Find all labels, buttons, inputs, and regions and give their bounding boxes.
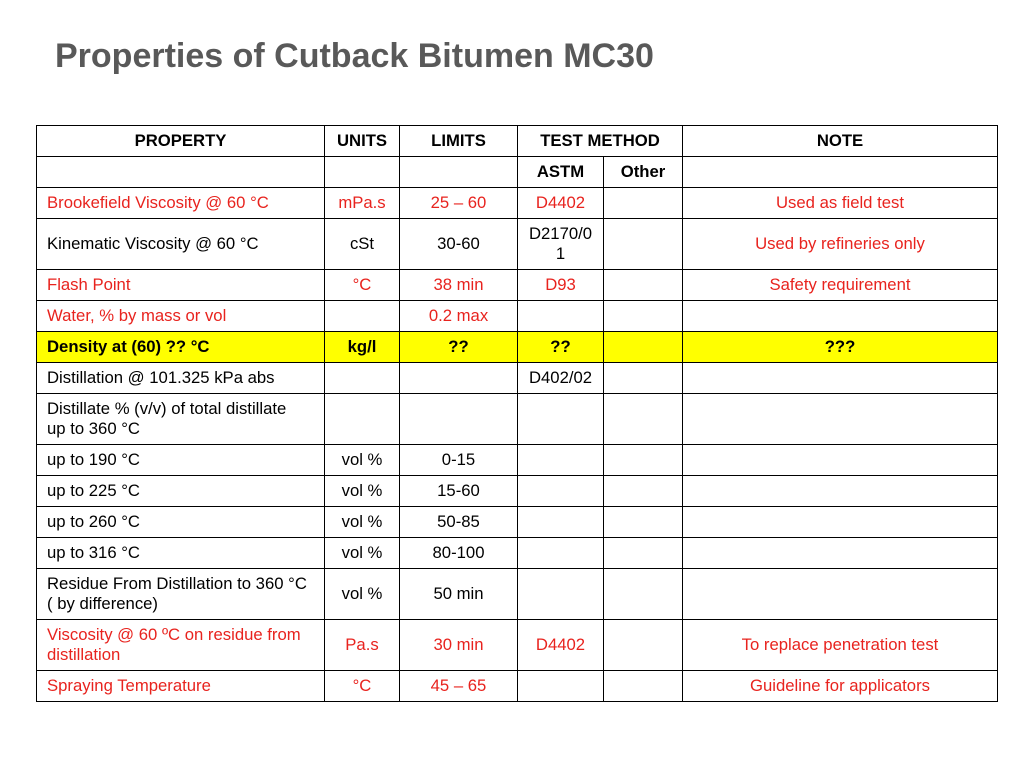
astm-cell bbox=[518, 476, 604, 507]
properties-table bbox=[36, 125, 998, 702]
property-cell: Flash Point bbox=[37, 270, 325, 301]
note-cell bbox=[683, 394, 998, 445]
table-row-distillate-260 bbox=[37, 507, 998, 538]
table-row-brookefield-viscosity bbox=[37, 188, 998, 219]
other-cell bbox=[604, 394, 683, 445]
astm-cell bbox=[518, 538, 604, 569]
other-cell bbox=[604, 219, 683, 270]
subheader-note-empty bbox=[683, 157, 998, 188]
note-cell bbox=[683, 445, 998, 476]
units-cell: kg/l bbox=[325, 332, 400, 363]
astm-cell bbox=[518, 569, 604, 620]
header-property: PROPERTY bbox=[37, 126, 325, 157]
units-cell: °C bbox=[325, 671, 400, 702]
subheader-limits-empty bbox=[400, 157, 518, 188]
units-cell: vol % bbox=[325, 569, 400, 620]
other-cell bbox=[604, 332, 683, 363]
astm-cell bbox=[518, 507, 604, 538]
units-cell bbox=[325, 301, 400, 332]
header-astm: ASTM bbox=[518, 157, 604, 188]
other-cell bbox=[604, 620, 683, 671]
table-row-distillation bbox=[37, 363, 998, 394]
property-cell: up to 225 °C bbox=[37, 476, 325, 507]
note-cell bbox=[683, 363, 998, 394]
other-cell bbox=[604, 445, 683, 476]
subheader-row bbox=[37, 157, 998, 188]
other-cell bbox=[604, 301, 683, 332]
units-cell bbox=[325, 394, 400, 445]
header-limits: LIMITS bbox=[400, 126, 518, 157]
subheader-property-empty bbox=[37, 157, 325, 188]
table-row-residue-viscosity bbox=[37, 620, 998, 671]
limits-cell: 25 – 60 bbox=[400, 188, 518, 219]
note-cell: Guideline for applicators bbox=[683, 671, 998, 702]
other-cell bbox=[604, 569, 683, 620]
table-row-residue bbox=[37, 569, 998, 620]
limits-cell: 80-100 bbox=[400, 538, 518, 569]
property-cell: Spraying Temperature bbox=[37, 671, 325, 702]
note-cell: ??? bbox=[683, 332, 998, 363]
other-cell bbox=[604, 507, 683, 538]
header-row bbox=[37, 126, 998, 157]
units-cell: vol % bbox=[325, 445, 400, 476]
astm-cell: D402/02 bbox=[518, 363, 604, 394]
units-cell: vol % bbox=[325, 476, 400, 507]
limits-cell: 15-60 bbox=[400, 476, 518, 507]
other-cell bbox=[604, 188, 683, 219]
property-cell: up to 190 °C bbox=[37, 445, 325, 476]
limits-cell: 45 – 65 bbox=[400, 671, 518, 702]
property-cell: Distillate % (v/v) of total distillate up to 360 °C bbox=[37, 394, 325, 445]
units-cell: vol % bbox=[325, 538, 400, 569]
units-cell: °C bbox=[325, 270, 400, 301]
limits-cell: 0-15 bbox=[400, 445, 518, 476]
header-test-method: TEST METHOD bbox=[518, 126, 683, 157]
astm-cell: D4402 bbox=[518, 620, 604, 671]
other-cell bbox=[604, 363, 683, 394]
table-row-flash-point bbox=[37, 270, 998, 301]
other-cell bbox=[604, 270, 683, 301]
slide-title: Properties of Cutback Bitumen MC30 bbox=[55, 37, 654, 75]
subheader-units-empty bbox=[325, 157, 400, 188]
note-cell: Safety requirement bbox=[683, 270, 998, 301]
limits-cell: ?? bbox=[400, 332, 518, 363]
property-cell: Distillation @ 101.325 kPa abs bbox=[37, 363, 325, 394]
limits-cell: 50 min bbox=[400, 569, 518, 620]
table-row-distillate-316 bbox=[37, 538, 998, 569]
note-cell bbox=[683, 507, 998, 538]
note-cell bbox=[683, 301, 998, 332]
table-row-distillate-total bbox=[37, 394, 998, 445]
limits-cell bbox=[400, 394, 518, 445]
other-cell bbox=[604, 671, 683, 702]
header-units: UNITS bbox=[325, 126, 400, 157]
note-cell: To replace penetration test bbox=[683, 620, 998, 671]
property-cell: up to 260 °C bbox=[37, 507, 325, 538]
units-cell: cSt bbox=[325, 219, 400, 270]
limits-cell: 30-60 bbox=[400, 219, 518, 270]
astm-cell: D2170/01 bbox=[518, 219, 604, 270]
property-cell: Brookefield Viscosity @ 60 °C bbox=[37, 188, 325, 219]
table-row-density bbox=[37, 332, 998, 363]
note-cell bbox=[683, 538, 998, 569]
table-row-spraying-temperature bbox=[37, 671, 998, 702]
note-cell: Used as field test bbox=[683, 188, 998, 219]
property-cell: Water, % by mass or vol bbox=[37, 301, 325, 332]
other-cell bbox=[604, 476, 683, 507]
property-cell: Density at (60) ?? °C bbox=[37, 332, 325, 363]
units-cell: vol % bbox=[325, 507, 400, 538]
property-cell: Residue From Distillation to 360 °C ( by difference) bbox=[37, 569, 325, 620]
note-cell bbox=[683, 476, 998, 507]
limits-cell: 0.2 max bbox=[400, 301, 518, 332]
note-cell: Used by refineries only bbox=[683, 219, 998, 270]
units-cell bbox=[325, 363, 400, 394]
limits-cell: 38 min bbox=[400, 270, 518, 301]
note-cell bbox=[683, 569, 998, 620]
property-cell: Kinematic Viscosity @ 60 °C bbox=[37, 219, 325, 270]
limits-cell: 50-85 bbox=[400, 507, 518, 538]
units-cell: Pa.s bbox=[325, 620, 400, 671]
astm-cell bbox=[518, 445, 604, 476]
units-cell: mPa.s bbox=[325, 188, 400, 219]
table-row-distillate-225 bbox=[37, 476, 998, 507]
property-cell: Viscosity @ 60 ºC on residue from distillation bbox=[37, 620, 325, 671]
limits-cell: 30 min bbox=[400, 620, 518, 671]
header-note: NOTE bbox=[683, 126, 998, 157]
limits-cell bbox=[400, 363, 518, 394]
astm-cell bbox=[518, 301, 604, 332]
table-row-water-content bbox=[37, 301, 998, 332]
other-cell bbox=[604, 538, 683, 569]
table-row-distillate-190 bbox=[37, 445, 998, 476]
property-cell: up to 316 °C bbox=[37, 538, 325, 569]
astm-cell bbox=[518, 394, 604, 445]
table-row-kinematic-viscosity bbox=[37, 219, 998, 270]
astm-cell: D4402 bbox=[518, 188, 604, 219]
header-other: Other bbox=[604, 157, 683, 188]
astm-cell: ?? bbox=[518, 332, 604, 363]
astm-cell: D93 bbox=[518, 270, 604, 301]
astm-cell bbox=[518, 671, 604, 702]
